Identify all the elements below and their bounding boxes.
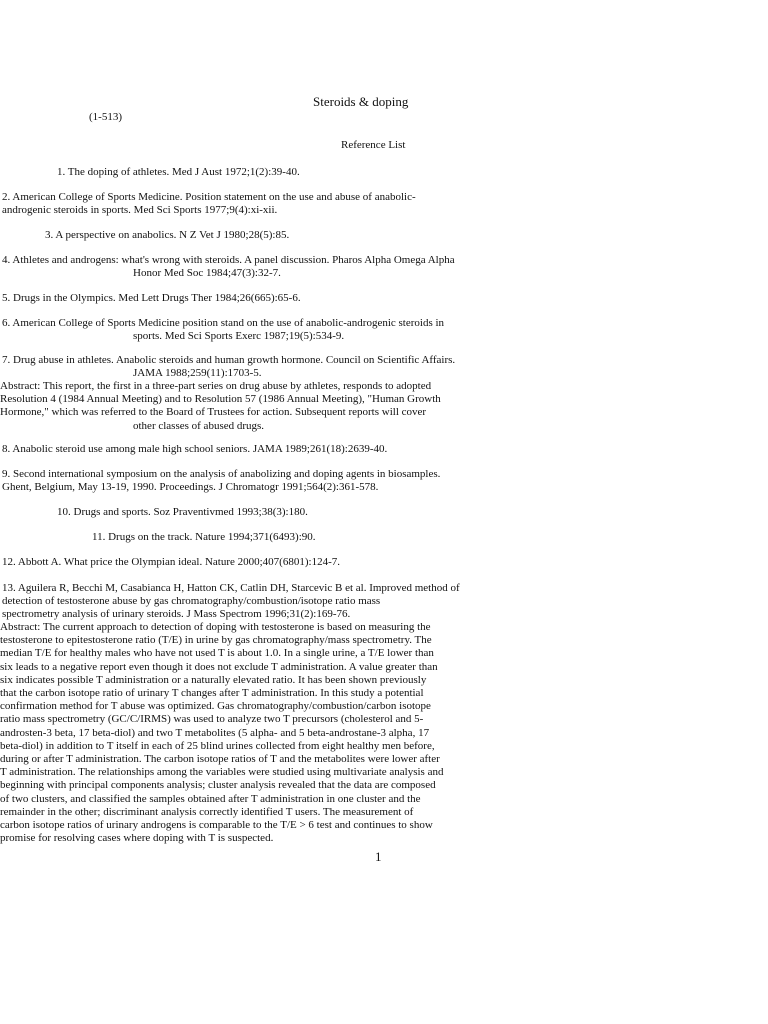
reference-line: 4. Athletes and androgens: what's wrong with steroids. A panel discussion. Pharos Alpha Omega Alpha <box>2 254 455 266</box>
reference-line: 1. The doping of athletes. Med J Aust 1972;1(2):39-40. <box>57 166 300 178</box>
abstract-line: six indicates possible T administration or a naturally elevated ratio. It has been shown previously <box>0 673 427 686</box>
abstract-line: carbon isotope ratios of urinary androgens is comparable to the T/E > 6 test and continues to show <box>0 819 433 832</box>
abstract-line: that the carbon isotope ratio of urinary T changes after T administration. In this study a potential <box>0 687 424 700</box>
reference-line: 5. Drugs in the Olympics. Med Lett Drugs Ther 1984;26(665):65-6. <box>2 292 301 304</box>
abstract-line: promise for resolving cases where doping with T is suspected. <box>0 832 274 845</box>
abstract-line: Abstract: This report, the first in a three-part series on drug abuse by athletes, responds to adopted <box>0 380 432 392</box>
reference-line: detection of testosterone abuse by gas chromatography/combustion/isotope ratio mass <box>2 595 381 608</box>
abstract-line: Abstract: The current approach to detection of doping with testosterone is based on measuring the <box>0 621 431 633</box>
abstract-line: six leads to a negative report even though it does not exclude T administration. A value greater than <box>0 660 438 673</box>
abstract-line: androsten-3 beta, 17 beta-diol) and two T metabolites (5 alpha- and 5 beta-androstane-3 alpha, 17 <box>0 726 430 739</box>
reference-item <box>2 254 455 280</box>
abstract-line: ratio mass spectrometry (GC/C/IRMS) was used to analyze two T precursors (cholesterol and 5- <box>0 713 424 726</box>
reference-line: JAMA 1988;259(11):1703-5. <box>133 367 262 380</box>
reference-line: 10. Drugs and sports. Soz Praventivmed 1993;38(3):180. <box>57 506 308 518</box>
abstract-line: T administration. The relationships among the variables were studied using multivariate analysis and <box>0 766 444 779</box>
reference-item <box>2 292 301 305</box>
reference-line: 12. Abbott A. What price the Olympian ideal. Nature 2000;407(6801):124-7. <box>2 556 340 568</box>
reference-item <box>57 166 300 179</box>
reference-abstract <box>0 380 441 433</box>
abstract-line: remainder in the other; discriminant analysis correctly identified T users. The measurement of <box>0 805 414 818</box>
reference-item <box>45 229 289 242</box>
reference-line: Ghent, Belgium, May 13-19, 1990. Proceedings. J Chromatogr 1991;564(2):361-578. <box>2 481 379 494</box>
abstract-line: median T/E for healthy males who have not used T is about 1.0. In a single urine, a T/E lower than <box>0 647 434 660</box>
reference-line: spectrometry analysis of urinary steroids. J Mass Spectrom 1996;31(2):169-76. <box>2 608 351 621</box>
reference-line: 2. American College of Sports Medicine. Position statement on the use and abuse of anabolic- <box>2 191 416 203</box>
reference-item <box>2 191 416 217</box>
abstract-line: testosterone to epitestosterone ratio (T/E) in urine by gas chromatography/mass spectrometry. The <box>0 634 432 647</box>
reference-line: 9. Second international symposium on the analysis of anabolizing and doping agents in biosamples. <box>2 468 441 480</box>
abstract-line: beginning with principal components analysis; cluster analysis revealed that the data are composed <box>0 779 436 792</box>
reference-item <box>2 582 460 622</box>
reference-item <box>57 506 308 519</box>
reference-range: (1-513) <box>89 111 122 123</box>
abstract-line: Resolution 4 (1984 Annual Meeting) and to Resolution 57 (1986 Annual Meeting), "Human Growth <box>0 393 441 406</box>
abstract-line: beta-diol) in addition to T itself in each of 25 blind urines collected from eight healthy men before, <box>0 739 435 752</box>
document-title: Steroids & doping <box>313 94 409 109</box>
reference-line: 13. Aguilera R, Becchi M, Casabianca H, Hatton CK, Catlin DH, Starcevic B et al. Improved method of <box>2 582 460 594</box>
abstract-line: during or after T administration. The carbon isotope ratios of T and the metabolites were lower after <box>0 753 440 766</box>
reference-item <box>2 468 440 494</box>
reference-line: sports. Med Sci Sports Exerc 1987;19(5):534-9. <box>133 330 345 343</box>
reference-item <box>2 354 455 380</box>
abstract-line: other classes of abused drugs. <box>133 419 265 432</box>
abstract-line: Hormone," which was referred to the Board of Trustees for action. Subsequent reports will cover <box>0 406 427 419</box>
page-number: 1 <box>375 849 382 864</box>
reference-item <box>92 531 316 544</box>
reference-list-heading: Reference List <box>341 139 406 151</box>
abstract-line: confirmation method for T abuse was optimized. Gas chromatography/combustion/carbon isotope <box>0 700 431 713</box>
reference-line: androgenic steroids in sports. Med Sci Sports 1977;9(4):xi-xii. <box>2 204 278 217</box>
reference-line: 6. American College of Sports Medicine position stand on the use of anabolic-androgenic steroids in <box>2 317 445 329</box>
reference-line: Honor Med Soc 1984;47(3):32-7. <box>133 267 281 280</box>
reference-abstract <box>0 621 443 845</box>
reference-item <box>2 317 444 343</box>
reference-line: 7. Drug abuse in athletes. Anabolic steroids and human growth hormone. Council on Scientific Affairs. <box>2 354 456 366</box>
abstract-line: of two clusters, and classified the samples obtained after T administration in one cluster and the <box>0 792 421 805</box>
reference-item <box>2 556 340 569</box>
reference-line: 3. A perspective on anabolics. N Z Vet J 1980;28(5):85. <box>45 229 290 241</box>
reference-line: 8. Anabolic steroid use among male high school seniors. JAMA 1989;261(18):2639-40. <box>2 443 388 455</box>
reference-item <box>2 443 387 456</box>
reference-line: 11. Drugs on the track. Nature 1994;371(6493):90. <box>92 531 316 543</box>
